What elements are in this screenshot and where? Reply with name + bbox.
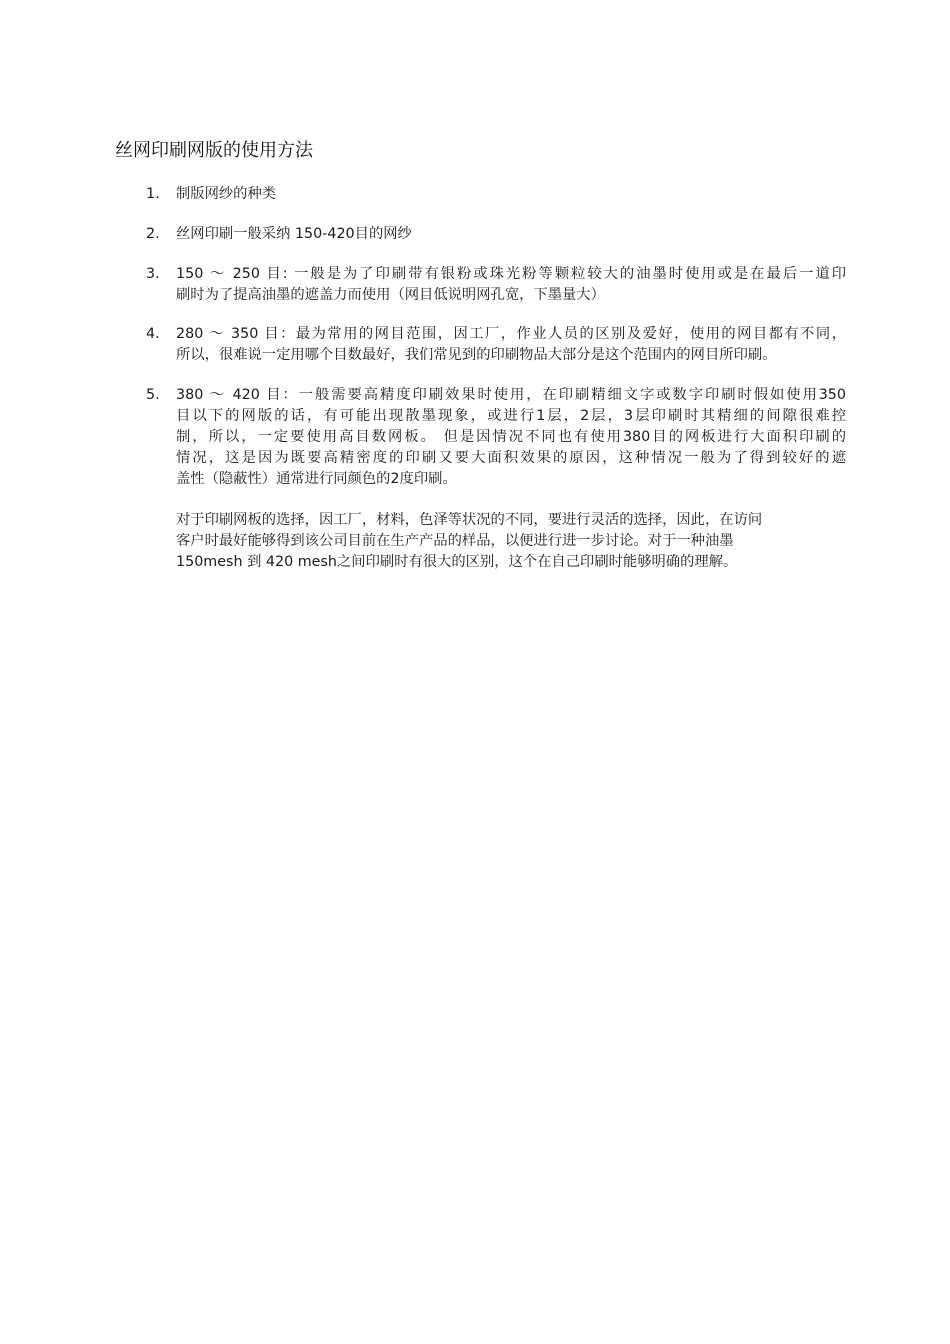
list-item-text [176,385,846,490]
text-line: 目以下的网版的话，有可能出现散墨现象，或进行1层，2层，3层印刷时其精细的间隙很难控 [176,408,846,424]
list-item-text [176,324,846,366]
text-line: 丝网印刷一般采纳 150-420目的网纱 [176,226,412,242]
document-title: 丝网印刷网版的使用方法 [115,140,313,161]
list-item-text [176,264,846,306]
text-line: 150 ～ 250 目: 一般是为了印刷带有银粉或珠光粉等颗粒较大的油墨时使用或是在最后一道印 [176,266,846,282]
text-line: 制版网纱的种类 [176,186,277,202]
text-line: 280 ～ 350 目：最为常用的网目范围，因工厂，作业人员的区别及爱好，使用的网目都有不同， [176,326,846,342]
list-item-number: 1. [146,186,160,202]
text-line: 客户时最好能够得到该公司目前在生产产品的样品，以便进行进一步讨论。对于一种油墨 [176,533,734,549]
text-line: 所以，很难说一定用哪个目数最好，我们常见到的印刷物品大部分是这个范围内的网目所印刷。 [176,347,777,363]
list-item-number: 5. [146,387,160,403]
text-line: 刷时为了提高油墨的遮盖力而使用（网目低说明网孔宽，下墨量大） [176,287,605,303]
text-line: 对于印刷网板的选择，因工厂，材料，色泽等状况的不同，要进行灵活的选择，因此，在访问 [176,512,763,528]
list-item-number: 4. [146,326,160,342]
list-item-text [176,184,846,205]
list-item-number: 2. [146,226,160,242]
closing-paragraph [176,510,846,573]
text-line: 150mesh 到 420 mesh之间印刷时有很大的区别，这个在自己印刷时能够明确的理解。 [176,554,738,570]
text-line: 制，所以，一定要使用高目数网板。 但是因情况不同也有使用380目的网板进行大面积印刷的 [176,429,846,445]
text-line: 情况，这是因为既要高精密度的印刷又要大面积效果的原因，这种情况一般为了得到较好的遮 [176,450,846,466]
text-line: 盖性（隐蔽性）通常进行同颜色的2度印刷。 [176,471,457,487]
list-item-text [176,224,846,245]
text-line: 380 ～ 420 目：一般需要高精度印刷效果时使用，在印刷精细文字或数字印刷时假如使用350 [176,387,846,403]
list-item-number: 3. [146,266,160,282]
